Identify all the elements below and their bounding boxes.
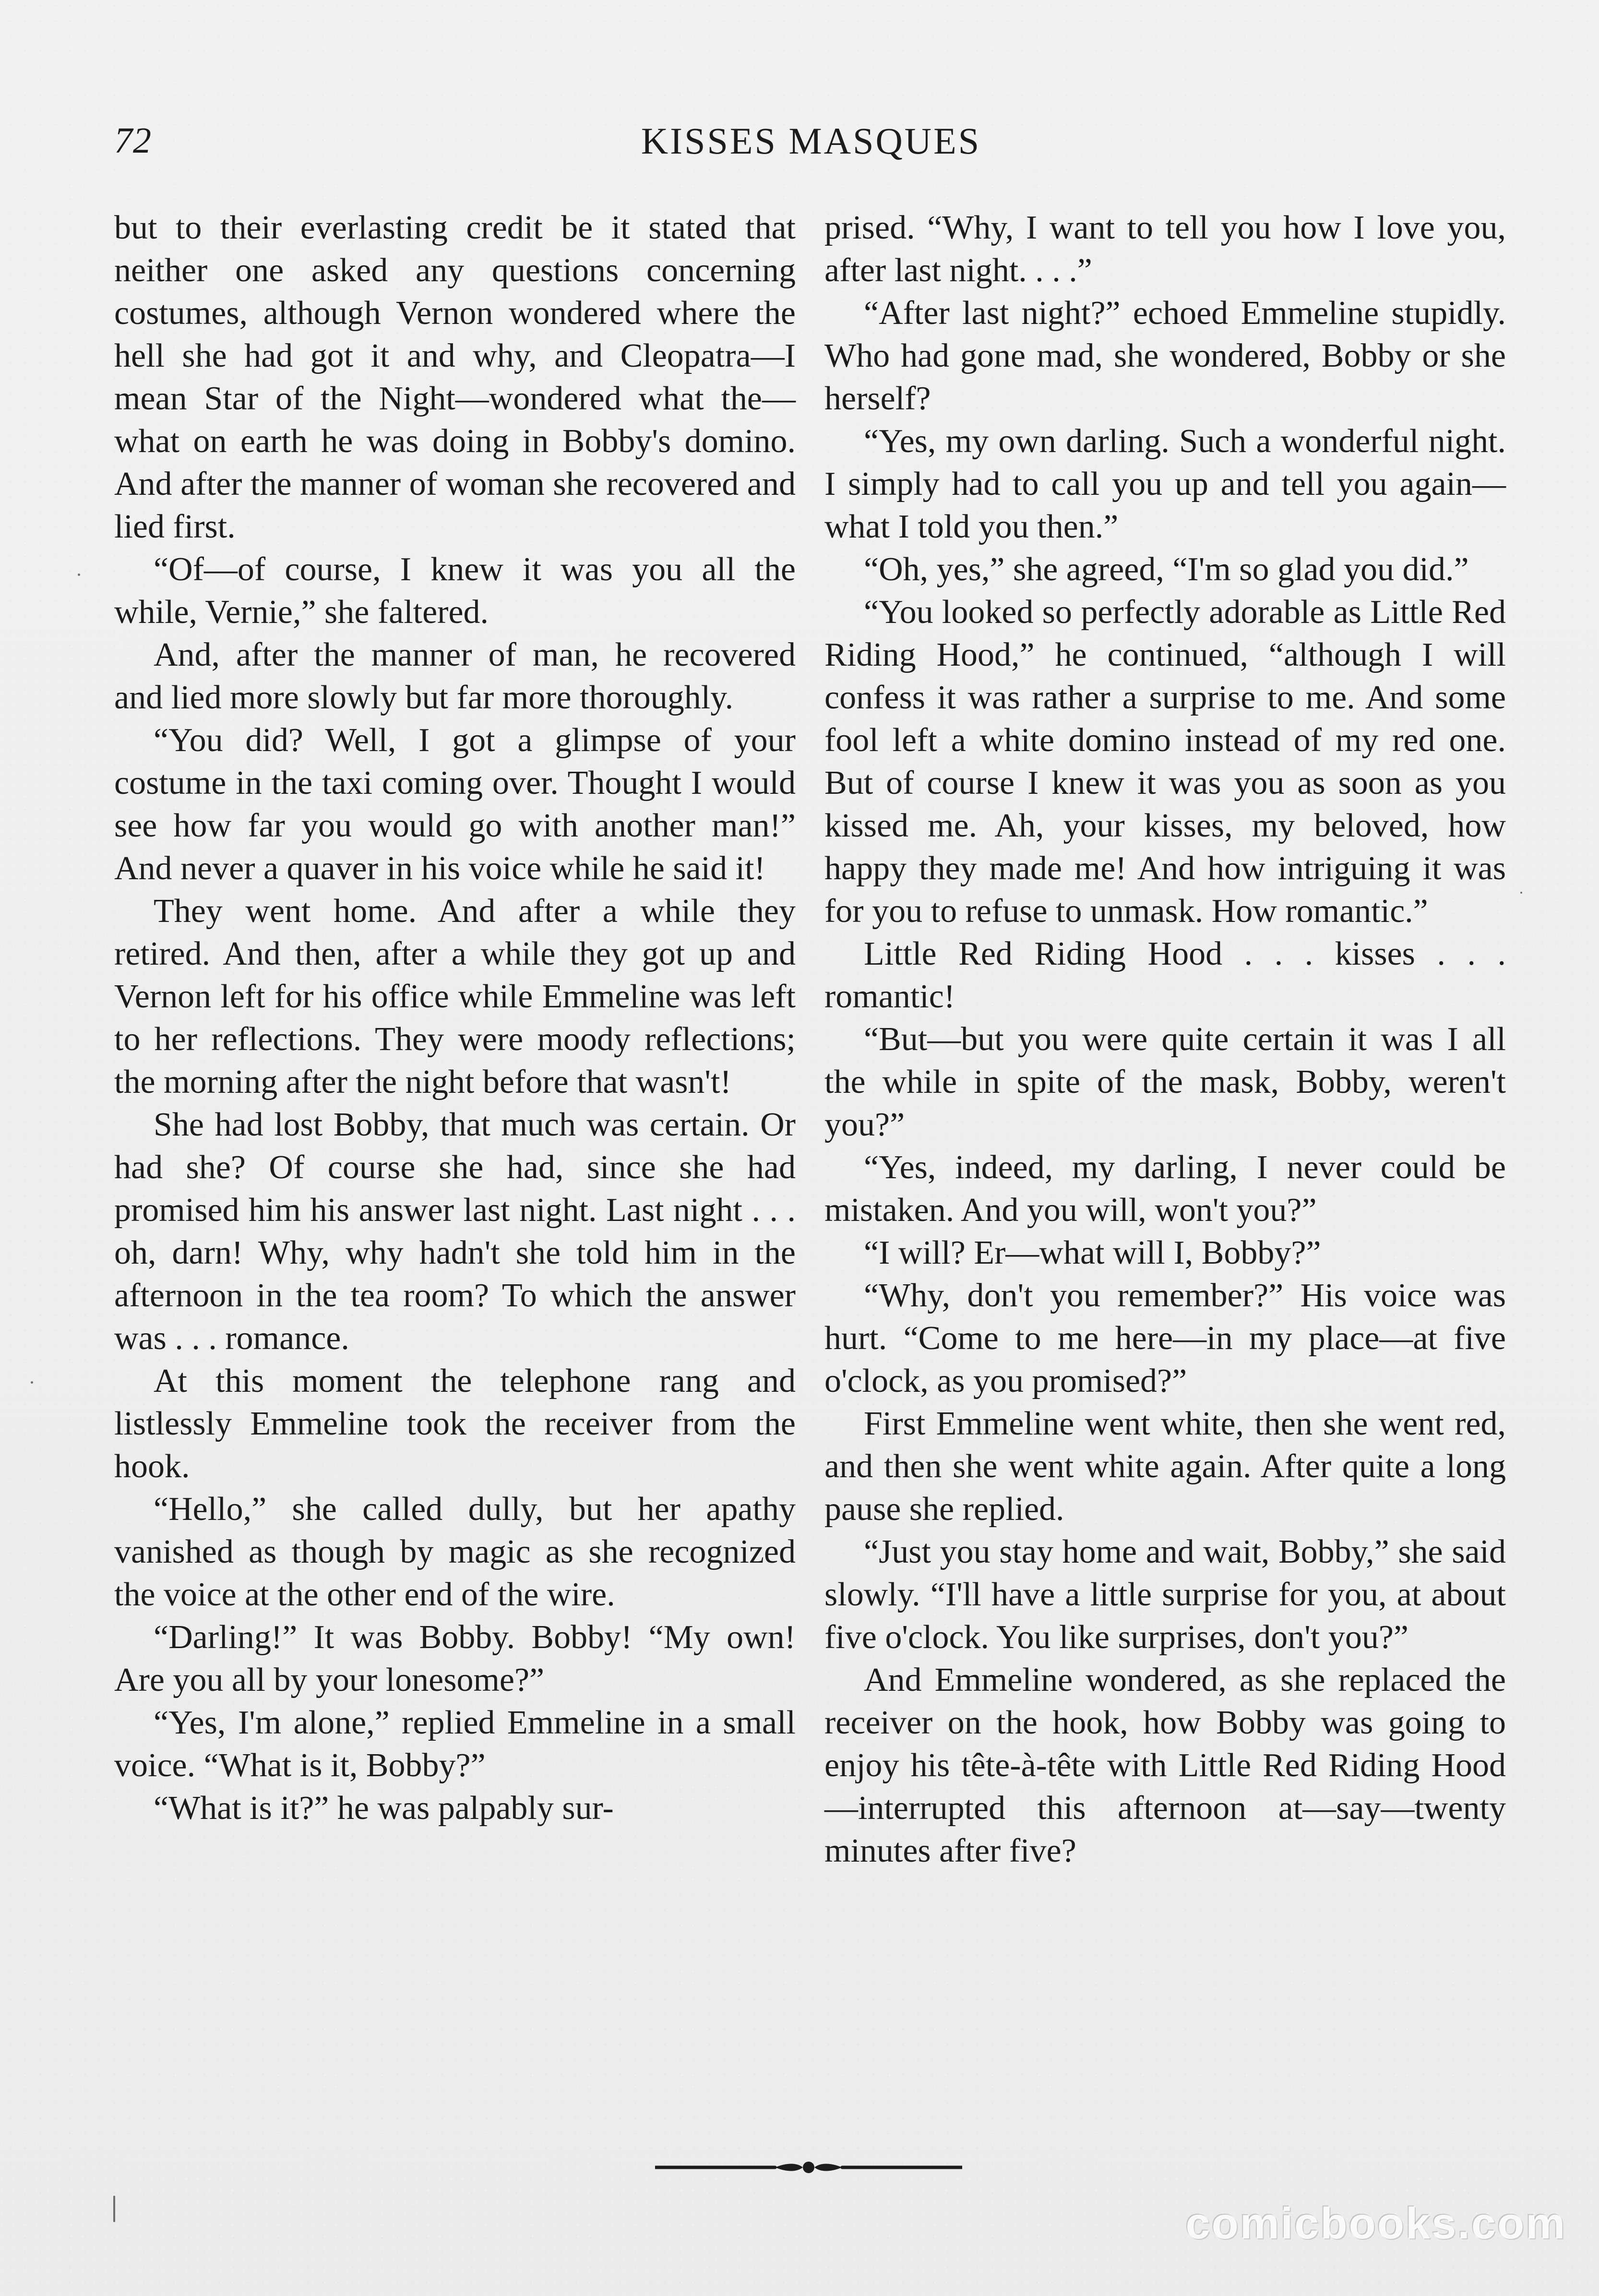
paragraph: “Of—of course, I knew it was you all the while, Vernie,” she faltered.: [114, 551, 796, 631]
margin-mark: [113, 2196, 115, 2222]
paragraph: “Hello,” she called dully, but her apathy vanished as though by magic as she recognized the voice at the other end of the wire.: [114, 1491, 796, 1613]
paragraph: “What is it?” he was palpably sur-: [154, 1790, 614, 1827]
page-number: 72: [114, 120, 152, 161]
paragraph: She had lost Bobby, that much was certain. Or had she? Of course she had, since she had promised him his answer last night. Last night . . . oh, darn! Why, why hadn't she told him in the afternoon in the tea room? To which the answer was . . . romance.: [114, 1106, 796, 1357]
paragraph: “Yes, my own darling. Such a wonderful night. I simply had to call you up and tell you again—what I told you then.”: [824, 423, 1506, 545]
paragraph: “Yes, I'm alone,” replied Emmeline in a small voice. “What is it, Bobby?”: [114, 1704, 796, 1784]
left-column: [114, 206, 796, 2117]
running-head: KISSES MASQUES: [641, 120, 981, 162]
paragraph: They went home. And after a while they retired. And then, after a while they got up and Vernon left for his office while Emmeline was left to her reflections. They were moody reflections; the morning after the night before that wasn't!: [114, 893, 796, 1100]
paragraph: And, after the manner of man, he recovered and lied more slowly but far more thoroughly.: [114, 636, 796, 716]
paragraph: “After last night?” echoed Emmeline stupidly. Who had gone mad, she wondered, Bobby or she herself?: [824, 295, 1506, 417]
paragraph: but to their everlasting credit be it stated that neither one asked any questions concerning costumes, although Vernon wondered where the hell she had got it and why, and Cleopatra—I mean Star of the Night—wondered what the—what on earth he was doing in Bobby's domino. And after the manner of woman she recovered and lied first.: [114, 209, 796, 545]
paragraph: At this moment the telephone rang and listlessly Emmeline took the receiver from the hook.: [114, 1363, 796, 1485]
margin-speck: [78, 574, 80, 576]
paragraph: “But—but you were quite certain it was I all the while in spite of the mask, Bobby, weren't you?”: [824, 1021, 1506, 1143]
page-header: [114, 122, 1508, 175]
paragraph: “You looked so perfectly adorable as Little Red Riding Hood,” he continued, “although I will confess it was rather a surprise to me. And some fool left a white domino instead of my red one. But of course I knew it was you as soon as you kissed me. Ah, your kisses, my beloved, how happy they made me! And how intriguing it was for you to refuse to unmask. How romantic.”: [824, 594, 1506, 930]
margin-speck: [1520, 892, 1522, 894]
paragraph: And Emmeline wondered, as she replaced the receiver on the hook, how Bobby was going to enjoy his tête-à-tête with Little Red Riding Hood—interrupted this afternoon at—say—twenty minutes after five?: [824, 1662, 1506, 1869]
divider-ornament-icon: [655, 2159, 962, 2176]
paragraph: “Just you stay home and wait, Bobby,” she said slowly. “I'll have a little surprise for you, at about five o'clock. You like surprises, don't you?”: [824, 1533, 1506, 1656]
paragraph: “Yes, indeed, my darling, I never could be mistaken. And you will, won't you?”: [824, 1149, 1506, 1229]
two-column-text: [114, 206, 1506, 2117]
paragraph: “I will? Er—what will I, Bobby?”: [864, 1234, 1321, 1271]
paragraph: Little Red Riding Hood . . . kisses . . . romantic!: [824, 935, 1506, 1015]
paragraph: prised. “Why, I want to tell you how I love you, after last night. . . .”: [824, 209, 1506, 289]
margin-speck: [31, 1381, 33, 1384]
paragraph: “Why, don't you remember?” His voice was hurt. “Come to me here—in my place—at five o'clock, as you promised?”: [824, 1277, 1506, 1399]
paragraph: First Emmeline went white, then she went red, and then she went white again. After quite a long pause she replied.: [824, 1405, 1506, 1528]
paragraph: “You did? Well, I got a glimpse of your costume in the taxi coming over. Thought I would see how far you would go with another man!” And never a quaver in his voice while he said it!: [114, 722, 796, 887]
paragraph: “Oh, yes,” she agreed, “I'm so glad you did.”: [864, 551, 1469, 588]
right-column: [824, 206, 1506, 2117]
paragraph: “Darling!” It was Bobby. Bobby! “My own! Are you all by your lonesome?”: [114, 1619, 796, 1698]
watermark-text: comicbooks.com: [1185, 2199, 1566, 2248]
